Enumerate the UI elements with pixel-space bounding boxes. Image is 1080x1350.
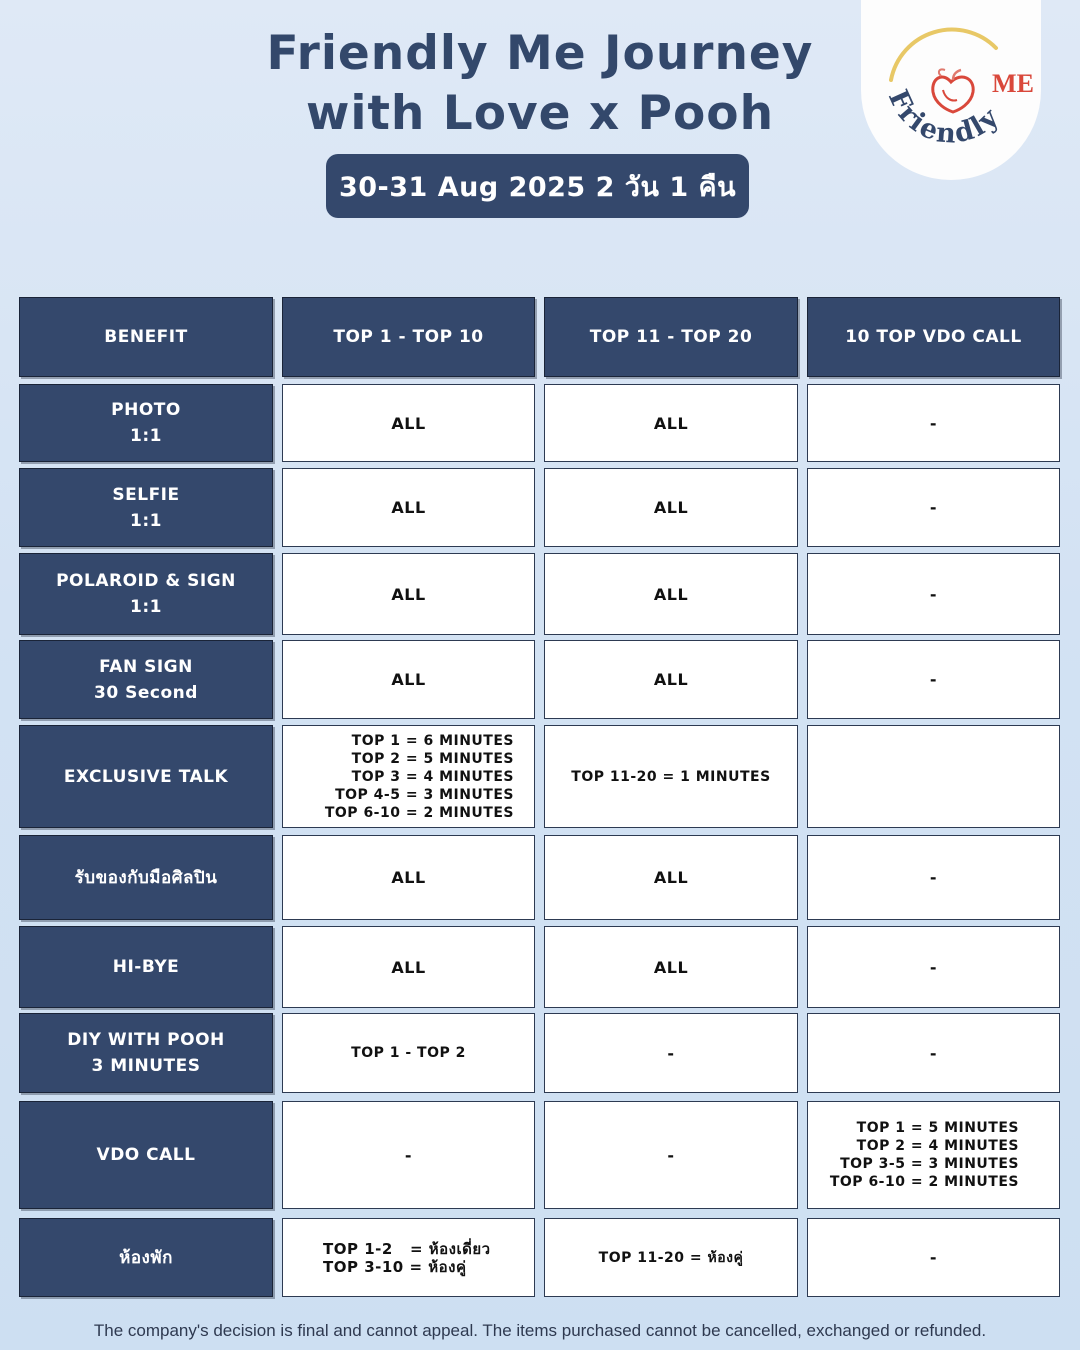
table-cell (807, 725, 1060, 828)
column-header: TOP 11 - TOP 20 (544, 297, 798, 377)
benefit-cell (19, 1101, 273, 1209)
table-cell: ALL (282, 553, 535, 635)
footer-disclaimer: The company's decision is final and cannot appeal. The items purchased cannot be cancelled, exchanged or refunded. (93, 1321, 987, 1340)
benefit-label: POLAROID & SIGN (56, 571, 236, 591)
table-cell: - (807, 384, 1060, 462)
table-cell: ALL (282, 384, 535, 462)
cell-line: TOP 6-10 = 2 MINUTES (829, 1174, 1019, 1190)
benefit-cell (19, 640, 273, 719)
table-cell: - (544, 1013, 798, 1093)
table-cell: - (807, 1218, 1060, 1297)
cell-line: TOP 2 = 4 MINUTES (856, 1138, 1019, 1154)
benefit-label: SELFIE (112, 484, 180, 505)
table-cell: ALL (282, 640, 535, 719)
table-cell: - (807, 468, 1060, 547)
logo-friendly-text: Friendly (881, 85, 1007, 150)
column-header: 10 TOP VDO CALL (807, 297, 1060, 377)
benefit-label: 3 MINUTES (91, 1056, 201, 1076)
cell-line: TOP 3-10 = ห้องคู่ (323, 1257, 467, 1276)
benefit-cell (19, 835, 273, 920)
table-cell (282, 1218, 535, 1297)
table-cell: TOP 1 - TOP 2 (282, 1013, 535, 1093)
benefit-label: FAN SIGN (99, 656, 193, 677)
benefit-label: ห้องพัก (119, 1247, 173, 1268)
table-cell (807, 1101, 1060, 1209)
table-cell: ALL (544, 468, 798, 547)
table-cell: ALL (282, 926, 535, 1008)
table-cell: - (282, 1101, 535, 1209)
benefit-label: EXCLUSIVE TALK (63, 766, 229, 787)
benefit-cell (19, 926, 273, 1008)
benefit-cell (19, 725, 273, 828)
benefit-label: DIY WITH POOH (67, 1030, 225, 1050)
benefit-label: 30 Second (94, 682, 198, 703)
table-cell: - (807, 926, 1060, 1008)
benefit-label: รับของกับมือศิลปิน (74, 867, 218, 888)
table-cell: - (807, 553, 1060, 635)
benefit-cell (19, 384, 273, 462)
table-cell: ALL (282, 468, 535, 547)
benefit-cell (19, 1218, 273, 1297)
benefit-cell (19, 468, 273, 547)
cell-line: TOP 6-10 = 2 MINUTES (324, 804, 514, 821)
table-cell: ALL (544, 926, 798, 1008)
table-cell: ALL (544, 553, 798, 635)
page-title-line-1: Friendly Me Journey (266, 26, 814, 81)
table-cell: - (807, 835, 1060, 920)
benefit-label: 1:1 (130, 510, 162, 531)
cell-line: TOP 2 = 5 MINUTES (351, 750, 514, 767)
cell-line: TOP 3-5 = 3 MINUTES (840, 1156, 1019, 1172)
cell-line: TOP 1-2 = ห้องเดี่ยว (323, 1239, 491, 1258)
table-cell: ALL (544, 384, 798, 462)
table-cell: TOP 11-20 = 1 MINUTES (544, 725, 798, 828)
benefit-cell (19, 1013, 273, 1093)
cell-line: TOP 3 = 4 MINUTES (351, 768, 514, 785)
table-cell: ALL (544, 835, 798, 920)
benefit-label: VDO CALL (96, 1145, 196, 1165)
table-cell: ALL (544, 640, 798, 719)
column-header: BENEFIT (19, 297, 273, 377)
benefit-label: 1:1 (130, 597, 162, 617)
benefit-label: PHOTO (111, 400, 181, 420)
event-date-badge: 30-31 Aug 2025 2 วัน 1 คืน (326, 154, 749, 218)
table-cell: - (544, 1101, 798, 1209)
benefit-label: HI-BYE (112, 957, 180, 977)
benefit-cell (19, 553, 273, 635)
table-cell (282, 725, 535, 828)
cell-line: TOP 1 = 6 MINUTES (351, 732, 514, 749)
table-cell: ALL (282, 835, 535, 920)
column-header: TOP 1 - TOP 10 (282, 297, 535, 377)
page-title-line-2: with Love x Pooh (305, 86, 775, 141)
table-cell: - (807, 640, 1060, 719)
table-cell: TOP 11-20 = ห้องคู่ (544, 1218, 798, 1297)
cell-line: TOP 1 = 5 MINUTES (856, 1120, 1019, 1136)
benefit-label: 1:1 (130, 426, 162, 446)
table-cell: - (807, 1013, 1060, 1093)
logo-me-text: ME (992, 69, 1034, 98)
cell-line: TOP 4-5 = 3 MINUTES (335, 786, 514, 803)
